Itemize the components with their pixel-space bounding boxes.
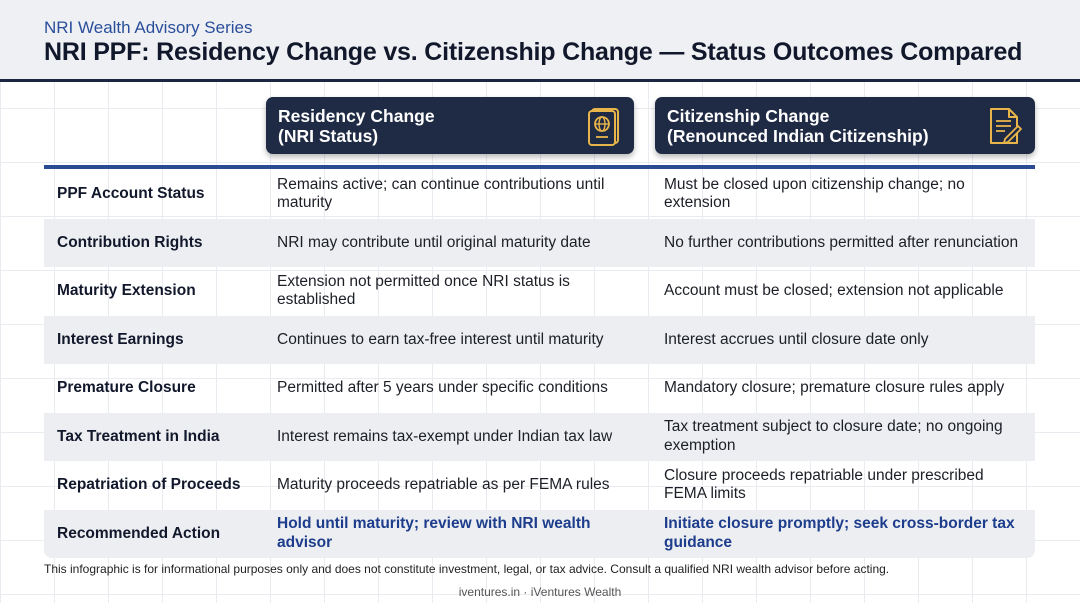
comparison-table — [44, 170, 1035, 558]
residency-cell: Continues to earn tax-free interest until maturity — [277, 330, 604, 348]
row-label: Recommended Action — [57, 524, 221, 542]
column-header-residency-label: Residency Change (NRI Status) — [278, 106, 435, 146]
residency-cell: Interest remains tax-exempt under Indian tax law — [277, 427, 613, 445]
table-row — [44, 510, 1035, 559]
row-label: Premature Closure — [57, 379, 196, 396]
citizenship-cell: Interest accrues until closure date only — [664, 330, 929, 348]
row-label: Maturity Extension — [57, 282, 196, 299]
table-row — [44, 170, 1035, 219]
citizenship-cell: Account must be closed; extension not applicable — [664, 282, 1004, 299]
document-sign-icon — [987, 106, 1023, 146]
citizenship-cell: No further contributions permitted after renunciation — [664, 233, 1019, 251]
column-header-citizenship — [655, 97, 1035, 154]
table-row — [44, 461, 1035, 510]
header-divider — [44, 165, 1035, 169]
footer-credit: iventures.in · iVentures Wealth — [458, 585, 622, 599]
citizenship-cell: Closure proceeds repatriable under prescribed FEMA limits — [664, 466, 984, 503]
series-label: NRI Wealth Advisory Series — [44, 18, 253, 37]
row-label: Contribution Rights — [57, 233, 203, 251]
citizenship-recommendation: Initiate closure promptly; seek cross-border tax guidance — [664, 515, 1015, 551]
citizenship-cell: Must be closed upon citizenship change; no extension — [664, 175, 965, 212]
column-header-citizenship-label: Citizenship Change (Renounced Indian Citizenship) — [667, 106, 929, 146]
column-header-residency — [266, 97, 634, 154]
table-row — [44, 413, 1035, 462]
residency-cell: NRI may contribute until original maturity date — [277, 233, 591, 251]
residency-cell: Extension not permitted once NRI status is established — [277, 272, 570, 309]
table-row — [44, 219, 1035, 268]
table-row — [44, 364, 1035, 413]
passport-icon — [586, 106, 622, 146]
page-header — [0, 0, 1080, 82]
citizenship-cell: Mandatory closure; premature closure rules apply — [664, 379, 1005, 396]
row-label: PPF Account Status — [57, 185, 205, 202]
table-row — [44, 316, 1035, 365]
residency-cell: Maturity proceeds repatriable as per FEMA rules — [277, 476, 610, 493]
residency-recommendation: Hold until maturity; review with NRI wealth advisor — [277, 515, 591, 551]
row-label: Interest Earnings — [57, 330, 184, 348]
table-row — [44, 267, 1035, 316]
page-title: NRI PPF: Residency Change vs. Citizenship Change — Status Outcomes Compared — [44, 38, 1023, 66]
citizenship-cell: Tax treatment subject to closure date; no ongoing exemption — [664, 418, 1003, 454]
residency-cell: Permitted after 5 years under specific conditions — [277, 379, 608, 396]
disclaimer-text: This infographic is for informational purposes only and does not constitute investment, legal, or tax advice. Consult a qualified NRI wealth advisor before acting. — [44, 562, 890, 576]
residency-cell: Remains active; can continue contributions until maturity — [277, 175, 605, 212]
row-label: Tax Treatment in India — [57, 427, 220, 445]
row-label: Repatriation of Proceeds — [57, 476, 241, 493]
